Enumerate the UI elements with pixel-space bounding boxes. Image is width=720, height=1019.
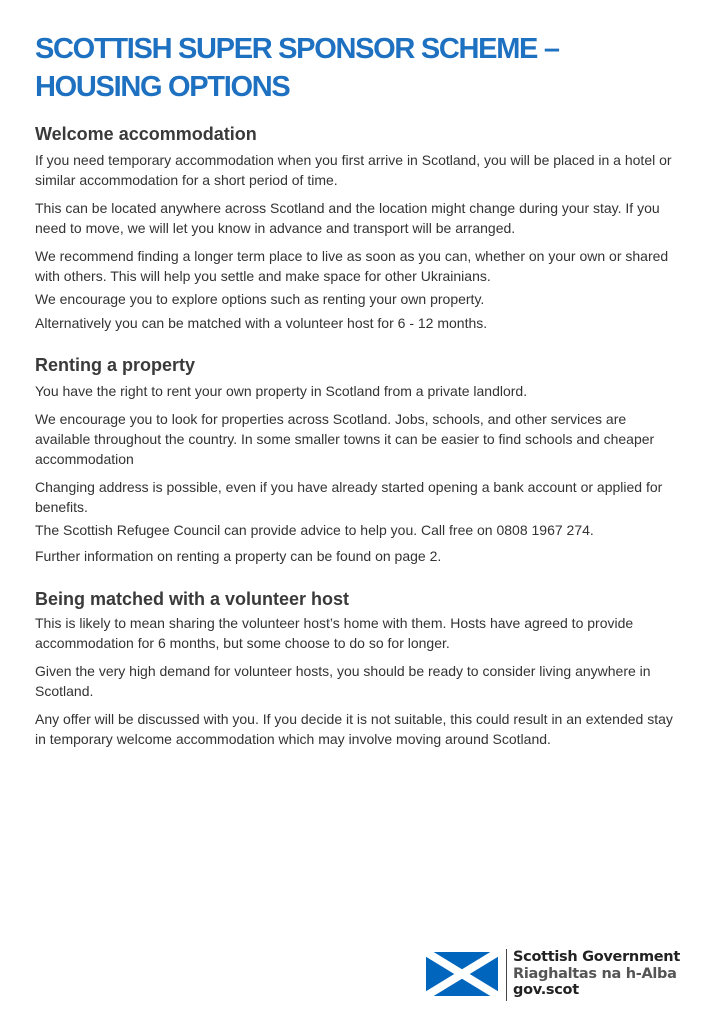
paragraph: This is likely to mean sharing the volunteer host’s home with them. Hosts have agreed to provide accommodation for 6 months, but some choose to do so for longer. bbox=[35, 615, 634, 651]
logo-line-website: gov.scot bbox=[513, 982, 579, 998]
section-heading: Welcome accommodation bbox=[35, 124, 257, 144]
paragraph: Given the very high demand for volunteer hosts, you should be ready to consider living anywhere in Scotland. bbox=[35, 663, 651, 699]
page-title-line-1: SCOTTISH SUPER SPONSOR SCHEME – bbox=[35, 33, 559, 65]
section-renting-a-property bbox=[35, 353, 685, 566]
paragraph: You have the right to rent your own property in Scotland from a private landlord. bbox=[35, 383, 528, 399]
paragraph: This can be located anywhere across Scotland and the location might change during your stay. If you need to move, we will let you know in advance and transport will be arranged. bbox=[35, 200, 660, 236]
section-volunteer-host bbox=[35, 587, 685, 749]
logo-divider bbox=[506, 949, 507, 1001]
section-heading: Being matched with a volunteer host bbox=[35, 589, 350, 609]
paragraph: We encourage you to explore options such as renting your own property. bbox=[35, 291, 485, 307]
logo-line-gaelic: Riaghaltas na h-Alba bbox=[513, 965, 677, 982]
section-welcome-accommodation bbox=[35, 122, 685, 333]
section-heading: Renting a property bbox=[35, 355, 196, 375]
paragraph: Changing address is possible, even if you have already started opening a bank account or applied for benefits. bbox=[35, 479, 663, 515]
saltire-flag-icon bbox=[426, 952, 498, 996]
page-title-line-2: HOUSING OPTIONS bbox=[35, 71, 290, 103]
document-page bbox=[35, 30, 685, 749]
paragraph: Any offer will be discussed with you. If you decide it is not suitable, this could result in an extended stay in temporary welcome accommodation which may involve moving around Scotland. bbox=[35, 711, 673, 747]
paragraph: Alternatively you can be matched with a volunteer host for 6 - 12 months. bbox=[35, 315, 488, 331]
paragraph: The Scottish Refugee Council can provide advice to help you. Call free on 0808 1967 274. bbox=[35, 522, 594, 538]
page-title bbox=[35, 30, 685, 106]
paragraph: We recommend finding a longer term place to live as soon as you can, whether on your own or shared with others. This will help you settle and make space for other Ukrainians. bbox=[35, 248, 669, 284]
logo-text bbox=[513, 949, 680, 999]
logo-line-english: Scottish Government bbox=[513, 949, 680, 965]
scottish-government-logo bbox=[426, 949, 680, 1001]
paragraph: Further information on renting a property can be found on page 2. bbox=[35, 548, 442, 564]
paragraph: If you need temporary accommodation when you first arrive in Scotland, you will be placed in a hotel or similar accommodation for a short period of time. bbox=[35, 152, 672, 188]
paragraph: We encourage you to look for properties across Scotland. Jobs, schools, and other services are available throughout the country. In some smaller towns it can be easier to find schools and cheaper accommodation bbox=[35, 411, 655, 467]
